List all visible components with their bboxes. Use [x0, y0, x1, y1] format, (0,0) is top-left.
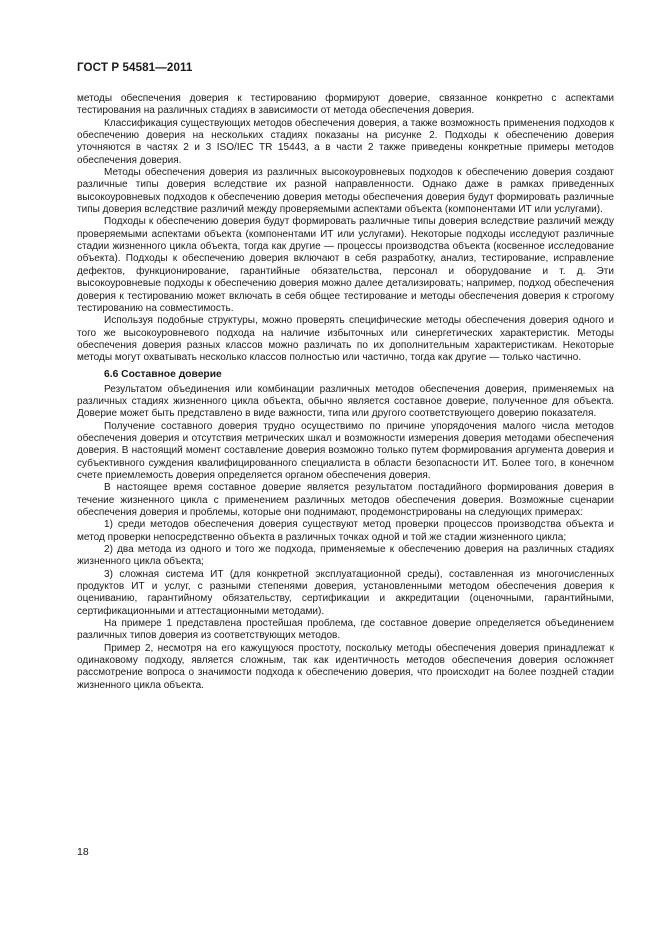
list-item-1: 1) среди методов обеспечения доверия существуют метод проверки процессов производства объекта и метод проверки непосредственно объекта в различных точках одной и той же стадии жизненного цикла; [77, 519, 614, 543]
section-paragraph: На примере 1 представлена простейшая проблема, где составное доверие определяется объединением различных типов доверия из соответствующих методов. [77, 618, 614, 642]
list-item-3: 3) сложная система ИТ (для конкретной эксплуатационной среды), составленная из многочисленных продуктов ИТ и услуг, с разными степенями доверия, установленными методом обеспечения доверия к оцениванию, гарантийному обязательству, сертификации и аккредитации (оценочными, гарантийными, сертификационными и аттестационными методами). [77, 568, 614, 617]
paragraph: Используя подобные структуры, можно проверять специфические методы обеспечения доверия одного и того же высокоуровневого подхода на наличие избыточных или синергетических характеристик. Методы обеспечения доверия разных классов можно различать по их дополнительным характеристикам. Некоторые методы могут охватывать несколько классов полностью или частично, тогда как другие — только частично. [77, 315, 614, 364]
document-body [77, 93, 614, 692]
section-paragraph: Результатом объединения или комбинации различных методов обеспечения доверия, применяемых на различных стадиях жизненного цикла объекта, обычно является составное доверие, полученное для объекта. Доверие может быть представлено в виде важности, типа или другого соответствующего доверию показателя. [77, 383, 614, 420]
section-paragraph: В настоящее время составное доверие является результатом постадийного формирования доверия в течение жизненного цикла с применением различных методов обеспечения доверия. Возможные сценарии обеспечения доверия и проблемы, которые они поднимают, продемонстрированы на следующих примерах: [77, 482, 614, 518]
paragraph: Подходы к обеспечению доверия будут формировать различные типы доверия вследствие различий между проверяемыми аспектами объекта (компонентами ИТ или услугами). Некоторые подходы исследуют различные стадии жизненного цикла объекта, тогда как другие — процессы производства объекта (косвенное исследование объекта). Подходы к обеспечению доверия включают в себя разработку, анализ, тестирование, исправление дефектов, функционирование, гарантийные обязательства, персонал и оборудование и т. д. Эти высокоуровневые подходы к обеспечению доверия можно далее детализировать; например, подход обеспечения доверия к тестированию может включать в себя общее тестирование и методы обеспечения доверия к строгому тестированию на совместимость. [77, 216, 614, 314]
paragraph: методы обеспечения доверия к тестированию формируют доверие, связанное конкретно с аспектами тестирования на различных стадиях в зависимости от метода обеспечения доверия. [77, 93, 614, 117]
standard-header: ГОСТ Р 54581—2011 [77, 61, 193, 74]
section-paragraph: Пример 2, несмотря на его кажущуюся простоту, поскольку методы обеспечения доверия принадлежат к одинаковому подходу, является сложным, так как идентичность методов обеспечения доверия осложняет рассмотрение вопроса о значимости подхода к обеспечению доверия, что происходит на более поздней стадии жизненного цикла объекта. [77, 642, 614, 691]
list-item-2: 2) два метода из одного и того же подхода, применяемые к обеспечению доверия на различных стадиях жизненного цикла объекта; [77, 544, 614, 568]
page-number: 18 [77, 846, 89, 858]
section-paragraph: Получение составного доверия трудно осуществимо по причине упорядочения малого числа методов обеспечения доверия и отсутствия метрических шкал и возможности измерения доверия методами обеспечения доверия. В настоящий момент составление доверия возможно только путем формирования аргумента доверия и субъективного суждения квалифицированного специалиста в области безопасности ИТ. Более того, в конечном счете приемлемость доверия определяется органом обеспечения доверия. [77, 420, 614, 481]
section-title: 6.6 Составное доверие [104, 368, 222, 380]
paragraph: Классификация существующих методов обеспечения доверия, а также возможность применения подходов к обеспечению доверия на нескольких стадиях показаны на рисунке 2. Подходы к обеспечению доверия уточняются в частях 2 и 3 ISO/IEC TR 15443, а в части 2 также приведены конкретные примеры методов обеспечения доверия. [77, 117, 614, 166]
paragraph: Методы обеспечения доверия из различных высокоуровневых подходов к обеспечению доверия создают различные типы доверия вследствие их разной направленности. Однако даже в рамках приведенных высокоуровневых подходов к обеспечению доверия методы обеспечения доверия будут формировать различные типы доверия вследствие различий между проверяемыми аспектами объекта (компонентами ИТ или услугами). [77, 167, 614, 216]
